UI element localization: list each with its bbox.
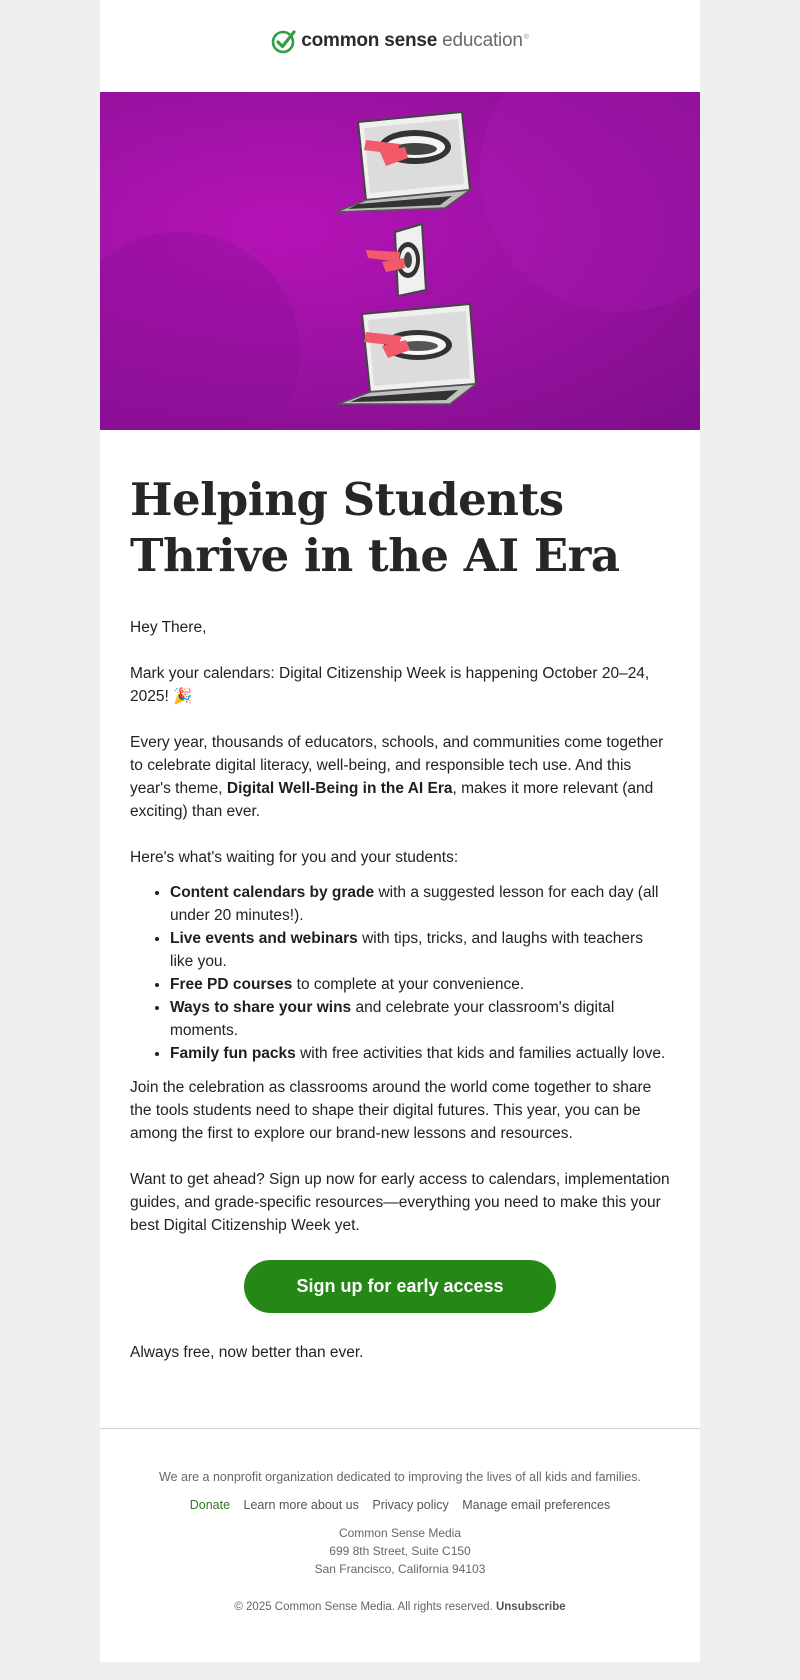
checkmark-circle-icon (271, 28, 297, 54)
footer-links (100, 1496, 700, 1514)
list-item-text: with free activities that kids and families actually love. (295, 1045, 666, 1062)
intro-paragraph: Mark your calendars: Digital Citizenship Week is happening October 20–24, 2025! 🎉 (130, 665, 650, 705)
list-item-bold: Live events and webinars (170, 930, 358, 947)
features-list (130, 881, 670, 1065)
email-preferences-link[interactable]: Manage email preferences (462, 1498, 611, 1512)
list-item (170, 996, 670, 1042)
postal-address (100, 1524, 700, 1578)
email-card (100, 0, 700, 1662)
donate-link[interactable]: Donate (189, 1498, 231, 1512)
list-intro: Here's what's waiting for you and your students: (130, 849, 459, 866)
list-item-text: to complete at your convenience. (292, 976, 525, 993)
list-item-text: with tips, tricks, and laughs with teachers like you. (170, 930, 643, 970)
tagline: Always free, now better than ever. (130, 1344, 364, 1361)
list-item (170, 1042, 670, 1065)
brand-logo[interactable] (100, 24, 700, 58)
copyright-line (100, 1598, 700, 1616)
theme-name: Digital Well-Being in the AI Era (226, 780, 453, 797)
early-access-paragraph: Want to get ahead? Sign up now for early access to calendars, implementation guides, and grade-specific resources—everything you need to make this your best Digital Citizenship Week yet. (130, 1171, 670, 1234)
list-item-text: with a suggested lesson for each day (all under 20 minutes!). (170, 884, 659, 924)
hero-image (100, 92, 700, 430)
phone-mouth-icon (366, 224, 426, 296)
address-org: Common Sense Media (338, 1526, 462, 1540)
footer-divider (100, 1428, 700, 1429)
list-item-text: and celebrate your classroom's digital moments. (170, 999, 615, 1039)
address-street: 699 8th Street, Suite C150 (329, 1544, 471, 1558)
list-item-bold: Content calendars by grade (170, 884, 375, 901)
email-body (130, 472, 670, 1364)
page-title: Helping Students Thrive in the AI Era (130, 473, 620, 582)
brand-name-bold: common sense (301, 30, 438, 51)
list-item (170, 927, 670, 973)
brand-name (301, 30, 529, 52)
theme-text-post: , makes it more relevant (and exciting) than ever. (130, 780, 654, 820)
learn-more-link[interactable]: Learn more about us (243, 1498, 359, 1512)
greeting: Hey There, (130, 619, 207, 636)
list-item (170, 973, 670, 996)
address-city: San Francisco, California 94103 (314, 1562, 486, 1576)
laptop-mouth-icon (338, 304, 476, 404)
theme-paragraph (130, 731, 670, 823)
brand-name-light: education (442, 30, 523, 51)
theme-text-pre: Every year, thousands of educators, schools, and communities come together to celebrate digital literacy, well-being, and responsible tech use. And this year's theme, (130, 734, 664, 797)
mission-statement: We are a nonprofit organization dedicated to improving the lives of all kids and families. (159, 1470, 641, 1484)
footer (100, 1468, 700, 1616)
cta-container (130, 1260, 670, 1313)
sign-up-button[interactable]: Sign up for early access (244, 1260, 556, 1313)
trademark-mark: ® (523, 34, 529, 41)
list-item (170, 881, 670, 927)
unsubscribe-link[interactable]: Unsubscribe (495, 1601, 566, 1613)
list-item-bold: Ways to share your wins (170, 999, 352, 1016)
privacy-policy-link[interactable]: Privacy policy (372, 1498, 449, 1512)
copyright-text: © 2025 Common Sense Media. All rights reserved. (234, 1601, 493, 1613)
list-item-bold: Free PD courses (170, 976, 293, 993)
list-item-bold: Family fun packs (170, 1045, 296, 1062)
laptop-mouth-icon (336, 112, 470, 212)
celebration-paragraph: Join the celebration as classrooms around the world come together to share the tools students need to shape their digital futures. This year, you can be among the first to explore our brand-new lessons and resources. (130, 1079, 652, 1142)
